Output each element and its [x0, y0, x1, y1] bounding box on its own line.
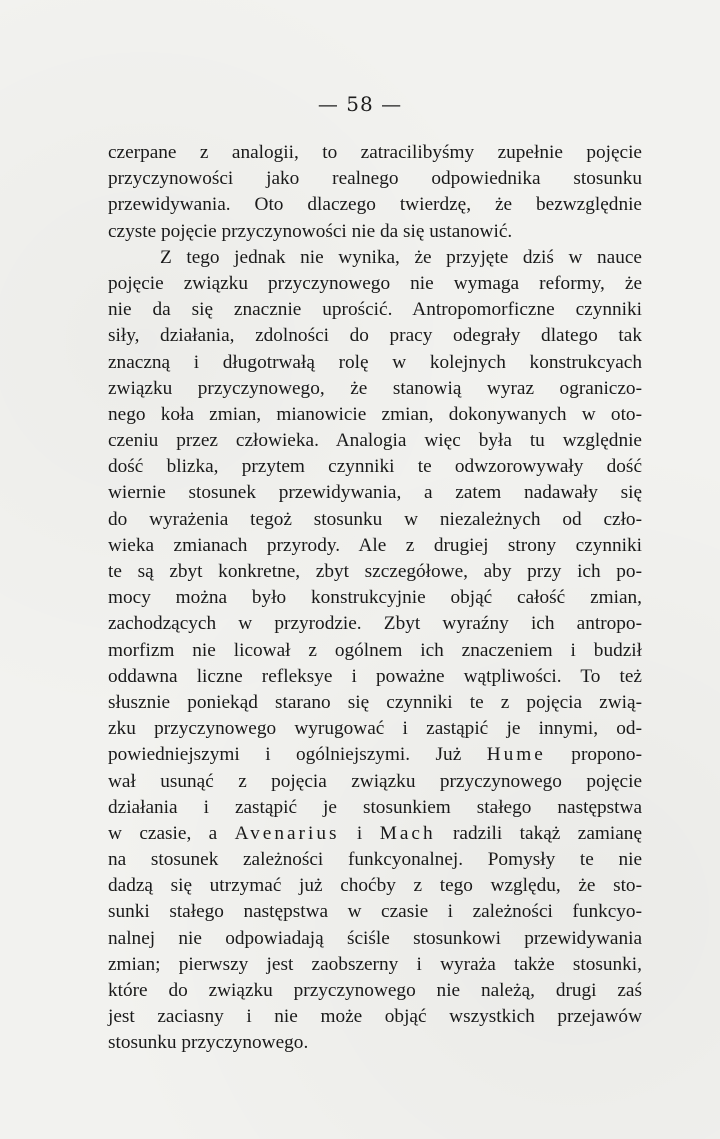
text-segment: w czasie, a — [108, 822, 235, 844]
text-line: Z tego jednak nie wynika, że przyjęte dziś w nauce — [160, 246, 642, 268]
text-line: związku przyczynowego, że stanowią wyraz ograniczo- — [108, 377, 642, 399]
text-line: nego koła zmian, mianowicie zmian, dokonywanych w oto- — [108, 403, 642, 425]
text-line: wieka zmianach przyrody. Ale z drugiej strony czynniki — [108, 534, 642, 556]
page-number: — 58 — — [317, 92, 403, 116]
text-line: które do związku przyczynowego nie należą, drugi zaś — [108, 980, 642, 1001]
text-line: sunki stałego następstwa w czasie i zależności funkcyo- — [108, 901, 642, 923]
text-line: zku przyczynowego wyrugować i zastąpić je innymi, od- — [108, 718, 642, 740]
text-line: wiernie stosunek przewidywania, a zatem nadawały się — [108, 482, 642, 504]
text-line: wał usunąć z pojęcia związku przyczynowego pojęcie — [108, 770, 642, 792]
text-line: dadzą się utrzymać już choćby z tego względu, że sto- — [108, 875, 642, 897]
text-line: przyczynowości jako realnego odpowiednika stosunku — [108, 168, 642, 190]
text-segment: i — [339, 822, 380, 844]
text-segment: radzili takąż zamianę — [435, 822, 643, 844]
text-line: zmian; pierwszy jest zaobszerny i wyraża także stosunki, — [108, 953, 642, 975]
text-segment: powiedniejszymi i ogólniejszymi. Już — [108, 744, 487, 766]
text-line: morfizm nie licował z ogólnem ich znaczeniem i budził — [108, 639, 642, 661]
author-name-hume: Hume — [486, 744, 546, 766]
text-line: te są zbyt konkretne, zbyt szczegółowe, aby przy ich po- — [108, 561, 642, 582]
text-line: czyste pojęcie przyczynowości nie da się ustanowić. — [108, 220, 513, 242]
text-line: do wyrażenia tegoż stosunku w niezależnych od czło- — [108, 508, 642, 530]
text-line: oddawna liczne refleksye i poważne wątpliwości. To też — [108, 665, 642, 687]
text-line: czerpane z analogii, to zatracilibyśmy zupełnie pojęcie — [108, 142, 642, 163]
text-segment: propono- — [545, 744, 642, 766]
text-line: pojęcie związku przyczynowego nie wymaga reformy, że — [108, 272, 642, 294]
text-line: jest zaciasny i nie może objąć wszystkich przejawów — [108, 1006, 642, 1028]
author-name-avenarius: Avenarius — [234, 822, 340, 844]
text-line: stosunku przyczynowego. — [108, 1032, 309, 1054]
text-line: na stosunek zależności funkcyonalnej. Pomysły te nie — [108, 849, 642, 871]
text-line: dość blizka, przytem czynniki te odwzorowywały dość — [108, 456, 642, 478]
text-line — [108, 742, 642, 768]
body-text — [108, 140, 642, 1057]
text-line: działania i zastąpić je stosunkiem stałego następstwa — [108, 796, 642, 818]
text-line: słusznie poniekąd starano się czynniki te z pojęcia zwią- — [108, 691, 642, 713]
text-line: przewidywania. Oto dlaczego twierdzę, że bezwzględnie — [108, 194, 642, 216]
text-line: nalnej nie odpowiadają ściśle stosunkowi przewidywania — [108, 927, 642, 949]
text-line: siły, działania, zdolności do pracy odegrały dlatego tak — [108, 325, 642, 347]
author-name-mach: Mach — [379, 822, 436, 844]
text-line: zachodzących w przyrodzie. Zbyt wyraźny ich antropo- — [108, 613, 642, 635]
text-line — [108, 821, 642, 847]
text-line: znaczną i długotrwałą rolę w kolejnych konstrukcyach — [108, 351, 642, 373]
text-line: czeniu przez człowieka. Analogia więc była tu względnie — [108, 430, 642, 452]
text-line: mocy można było konstrukcyjnie objąć całość zmian, — [108, 587, 642, 609]
text-line: nie da się znacznie uprościć. Antropomorficzne czynniki — [108, 299, 642, 321]
